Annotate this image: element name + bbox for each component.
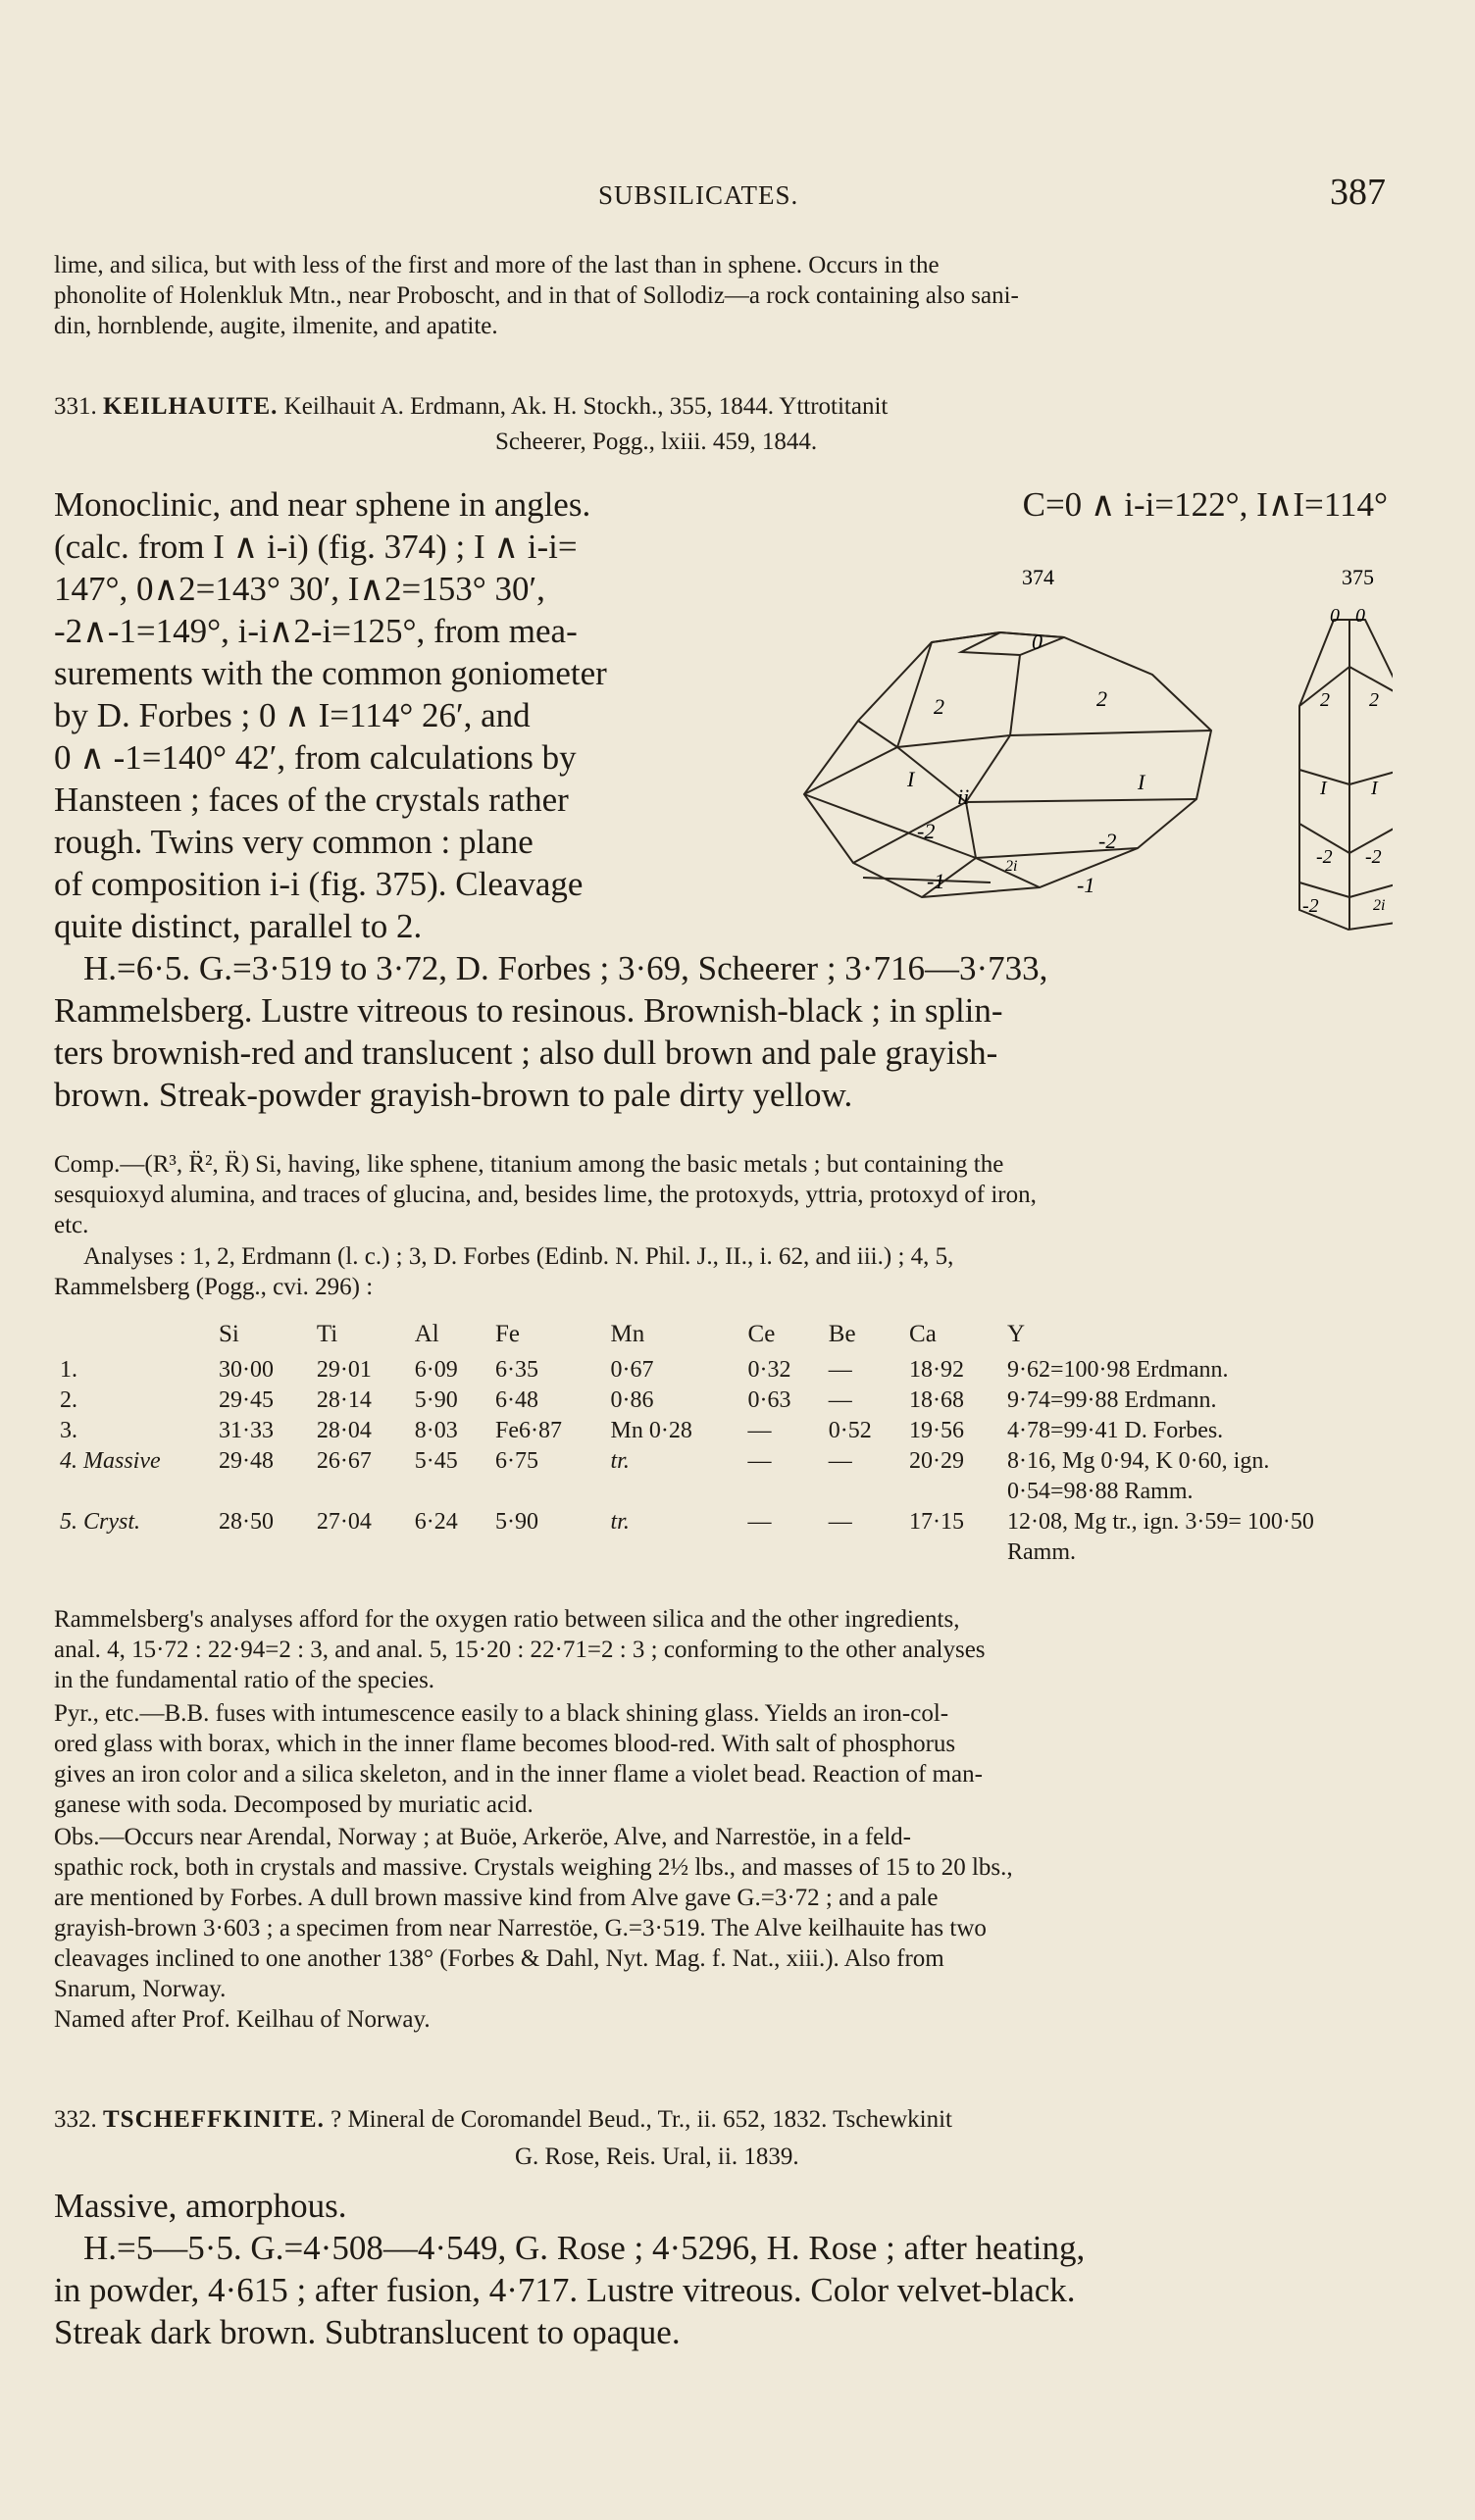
table-cell: —: [828, 1448, 852, 1474]
table-cell: 19·56: [909, 1418, 965, 1443]
analyses-intro-line: Rammelsberg (Pogg., cvi. 296) :: [54, 1274, 374, 1300]
face-label: -1: [1077, 873, 1095, 897]
intro-paragraph: [54, 250, 1386, 341]
face-label: 2i: [1373, 897, 1386, 914]
face-label: 0: [1330, 605, 1340, 627]
mineral-name: KEILHAUITE.: [103, 393, 279, 420]
table-header: Al: [414, 1321, 439, 1347]
heading-synonymy: Keilhauit A. Erdmann, Ak. H. Stockh., 355, 1844. Yttrotitanit: [283, 393, 889, 420]
table-cell: 28·50: [219, 1509, 274, 1535]
table-cell: 29·45: [219, 1387, 274, 1413]
crystal-figures: [765, 559, 1393, 941]
desc-line: by D. Forbes ; 0 ∧ I=114° 26′, and: [54, 696, 531, 734]
mineral-name: TSCHEFFKINITE.: [103, 2106, 325, 2133]
face-label: -2: [1316, 846, 1333, 868]
desc-line: surements with the common goniometer: [54, 654, 607, 692]
table-cell: 28·04: [316, 1418, 372, 1443]
face-label: 2: [934, 694, 944, 719]
table-cell: 5·90: [414, 1387, 458, 1413]
table-header: Mn: [610, 1321, 645, 1347]
table-cell: 0·67: [610, 1357, 654, 1383]
desc-line: in powder, 4·615 ; after fusion, 4·717. Lustre vitreous. Color velvet-black.: [54, 2271, 1076, 2309]
comp-line: sesquioxyd alumina, and traces of glucina, and, besides lime, the protoxyds, yttria, protoxyd of iron,: [54, 1182, 1037, 1208]
prop-line: brown. Streak-powder grayish-brown to pale dirty yellow.: [54, 1076, 853, 1114]
table-header: Fe: [495, 1321, 520, 1347]
heading-synonymy: ? Mineral de Coromandel Beud., Tr., ii. 652, 1832. Tschewkinit: [331, 2106, 952, 2133]
row-label: 5. Cryst.: [60, 1509, 141, 1535]
table-cell-remainder: 9·74=99·88 Erdmann.: [1007, 1387, 1217, 1413]
ramm-line: anal. 4, 15·72 : 22·94=2 : 3, and anal. 5, 15·20 : 22·71=2 : 3 ; conforming to the other analyses: [54, 1637, 986, 1663]
table-cell: 31·33: [219, 1418, 274, 1443]
row-label: 2.: [60, 1387, 77, 1413]
face-label: I: [1371, 778, 1378, 799]
table-cell: —: [828, 1357, 852, 1383]
ramm-line: Rammelsberg's analyses afford for the oxygen ratio between silica and the other ingredients,: [54, 1606, 960, 1633]
table-cell: 30·00: [219, 1357, 274, 1383]
table-header: Be: [828, 1321, 856, 1347]
table-cell: —: [747, 1509, 772, 1535]
desc-line: quite distinct, parallel to 2.: [54, 907, 423, 945]
face-label: I: [907, 767, 915, 791]
prop-line: H.=6·5. G.=3·519 to 3·72, D. Forbes ; 3·69, Scheerer ; 3·716—3·733,: [83, 949, 1048, 987]
table-cell: 6·75: [495, 1448, 538, 1474]
desc-line: Streak dark brown. Subtranslucent to opaque.: [54, 2313, 681, 2351]
table-cell-remainder: 8·16, Mg 0·94, K 0·60, ign. 0·54=98·88 Ramm.: [1007, 1448, 1270, 1504]
table-cell-remainder: 12·08, Mg tr., ign. 3·59= 100·50 Ramm.: [1007, 1509, 1314, 1565]
table-header: Ce: [747, 1321, 776, 1347]
desc-line: -2∧-1=149°, i-i∧2-i=125°, from mea-: [54, 612, 578, 650]
keilhauite-composition: [54, 1149, 1386, 1240]
face-label: -2: [1302, 895, 1319, 917]
table-header-row: [54, 1319, 1386, 1355]
prop-line: ters brownish-red and translucent ; also dull brown and pale grayish-: [54, 1033, 998, 1072]
face-label: 0: [1355, 605, 1365, 627]
face-label: -2: [1365, 846, 1382, 868]
table-cell: 18·92: [909, 1357, 965, 1383]
face-label: 0: [1032, 630, 1043, 654]
desc-line: Hansteen ; faces of the crystals rather: [54, 781, 569, 819]
table-cell: —: [828, 1387, 852, 1413]
comp-line: Comp.—(R³, R̈², R̈) Si, having, like sphene, titanium among the basic metals ; but containing the: [54, 1151, 1004, 1178]
face-label: I: [1138, 770, 1145, 794]
keilhauite-heading-line2: Scheerer, Pogg., lxiii. 459, 1844.: [495, 428, 818, 455]
running-head: [54, 171, 1386, 220]
running-title: SUBSILICATES.: [598, 180, 799, 210]
tscheffkinite-heading: [54, 2103, 1386, 2136]
table-cell-remainder: 4·78=99·41 D. Forbes.: [1007, 1418, 1224, 1443]
desc-line: Massive, amorphous.: [54, 2187, 347, 2225]
keilhauite-properties: [54, 947, 1386, 1116]
fig375-number: 375: [1342, 565, 1374, 589]
face-label: 2: [1096, 686, 1107, 711]
desc-line: 147°, 0∧2=143° 30′, I∧2=153° 30′,: [54, 570, 545, 608]
row-label: 4. Massive: [60, 1448, 161, 1474]
table-cell: —: [828, 1509, 852, 1535]
table-cell: 26·67: [316, 1448, 372, 1474]
page: [54, 0, 1386, 2520]
table-cell: 6·48: [495, 1387, 538, 1413]
table-cell: 8·03: [414, 1418, 458, 1443]
keilhauite-heading: [54, 390, 1386, 423]
table-row: [54, 1386, 1386, 1416]
face-label: -2: [1098, 829, 1117, 853]
table-cell: Fe6·87: [495, 1418, 562, 1443]
page-number: 387: [1330, 172, 1386, 213]
table-header: [54, 1319, 213, 1355]
table-cell: 0·86: [610, 1387, 654, 1413]
table-cell: 20·29: [909, 1448, 965, 1474]
table-row: [54, 1416, 1386, 1446]
table-cell: 0·63: [747, 1387, 791, 1413]
table-cell: 5·45: [414, 1448, 458, 1474]
obs-line: cleavages inclined to one another 138° (Forbes & Dahl, Nyt. Mag. f. Nat., xiii.). Also from: [54, 1945, 944, 1972]
tscheffkinite-heading-line2: G. Rose, Reis. Ural, ii. 1839.: [515, 2143, 799, 2170]
table-header: Ca: [909, 1321, 937, 1347]
obs-line: spathic rock, both in crystals and massive. Crystals weighing 2½ lbs., and masses of 15 to 20 lbs.,: [54, 1854, 1013, 1881]
table-cell: 6·24: [414, 1509, 458, 1535]
obs-line: grayish-brown 3·603 ; a specimen from near Narrestöe, G.=3·519. The Alve keilhauite has two: [54, 1915, 987, 1941]
table-row: [54, 1446, 1386, 1507]
face-label: ii: [957, 784, 970, 809]
pyr-line: ganese with soda. Decomposed by muriatic acid.: [54, 1791, 534, 1818]
table-cell-remainder: 9·62=100·98 Erdmann.: [1007, 1357, 1229, 1383]
pyr-line: gives an iron color and a silica skeleton, and in the inner flame a violet bead. Reaction of man-: [54, 1761, 983, 1788]
table-cell: 6·09: [414, 1357, 458, 1383]
rammelsberg-paragraph: [54, 1604, 1386, 1695]
named-line: Named after Prof. Keilhau of Norway.: [54, 2006, 431, 2033]
face-label: 2: [1369, 689, 1379, 711]
table-cell: 5·90: [495, 1509, 538, 1535]
fig374-labels: [906, 630, 1146, 897]
table-cell: tr.: [610, 1509, 630, 1535]
table-cell: 29·01: [316, 1357, 372, 1383]
intro-line: lime, and silica, but with less of the first and more of the last than in sphene. Occurs in the: [54, 252, 940, 278]
intro-line: phonolite of Holenkluk Mtn., near Proboscht, and in that of Sollodiz—a rock containing also sani-: [54, 282, 1019, 309]
table-row: [54, 1355, 1386, 1386]
table-cell: 0·32: [747, 1357, 791, 1383]
table-cell: 17·15: [909, 1509, 965, 1535]
table-cell: —: [747, 1448, 772, 1474]
table-cell: tr.: [610, 1448, 630, 1474]
table-cell: 27·04: [316, 1509, 372, 1535]
prop-line: Rammelsberg. Lustre vitreous to resinous. Brownish-black ; in splin-: [54, 991, 1003, 1030]
obs-paragraph: [54, 1822, 1386, 2035]
fig375-drawing: [1299, 620, 1393, 930]
table-cell: 0·52: [828, 1418, 872, 1443]
row-label: 3.: [60, 1418, 77, 1443]
table-row: [54, 1507, 1386, 1568]
heading-number: 331.: [54, 393, 97, 420]
analyses-intro: [54, 1241, 1386, 1302]
analyses-table: [54, 1319, 1386, 1568]
comp-line: etc.: [54, 1212, 89, 1238]
table-cell: Mn 0·28: [610, 1418, 692, 1443]
analyses-intro-line: Analyses : 1, 2, Erdmann (l. c.) ; 3, D. Forbes (Edinb. N. Phil. J., II., i. 62, and iii.) ; 4, 5,: [83, 1243, 954, 1270]
table-cell: —: [747, 1418, 772, 1443]
table-cell: 18·68: [909, 1387, 965, 1413]
table-header: Ti: [316, 1321, 338, 1347]
desc-line: (calc. from I ∧ i-i) (fig. 374) ; I ∧ i-i=: [54, 528, 578, 566]
pyr-line: ored glass with borax, which in the inner flame becomes blood-red. With salt of phosphorus: [54, 1731, 956, 1757]
table-cell: 29·48: [219, 1448, 274, 1474]
face-label: -2: [917, 819, 936, 843]
face-label: -1: [927, 869, 945, 893]
pyr-line: Pyr., etc.—B.B. fuses with intumescence easily to a black shining glass. Yields an iron-col-: [54, 1700, 949, 1727]
obs-line: are mentioned by Forbes. A dull brown massive kind from Alve gave G.=3·72 ; and a pale: [54, 1885, 939, 1911]
fig374-number: 374: [1022, 565, 1054, 589]
desc-line: Monoclinic, and near sphene in angles.: [54, 485, 591, 524]
heading-number: 332.: [54, 2106, 97, 2133]
table-cell: 28·14: [316, 1387, 372, 1413]
fig375-labels: [1302, 605, 1385, 917]
face-label: 2: [1320, 689, 1330, 711]
desc-line: H.=5—5·5. G.=4·508—4·549, G. Rose ; 4·5296, H. Rose ; after heating,: [83, 2229, 1086, 2267]
obs-line: Snarum, Norway.: [54, 1976, 227, 2002]
desc-right-angles: C=0 ∧ i-i=122°, I∧I=114°: [1022, 485, 1388, 524]
table-header: Si: [219, 1321, 239, 1347]
desc-line: of composition i-i (fig. 375). Cleavage: [54, 865, 584, 903]
table-cell: 6·35: [495, 1357, 538, 1383]
pyr-paragraph: [54, 1698, 1386, 1820]
ramm-line: in the fundamental ratio of the species.: [54, 1667, 435, 1693]
desc-line: 0 ∧ -1=140° 42′, from calculations by: [54, 738, 577, 777]
face-label: I: [1320, 778, 1327, 799]
tscheffkinite-description: [54, 2185, 1386, 2353]
keilhauite-description: [54, 483, 799, 947]
intro-line: din, hornblende, augite, ilmenite, and apatite.: [54, 313, 498, 339]
row-label: 1.: [60, 1357, 77, 1383]
table-header: Y: [1007, 1321, 1026, 1347]
face-label: 2i: [1005, 858, 1018, 875]
obs-line: Obs.—Occurs near Arendal, Norway ; at Buöe, Arkeröe, Alve, and Narrestöe, in a feld-: [54, 1824, 912, 1850]
desc-line: rough. Twins very common : plane: [54, 823, 534, 861]
